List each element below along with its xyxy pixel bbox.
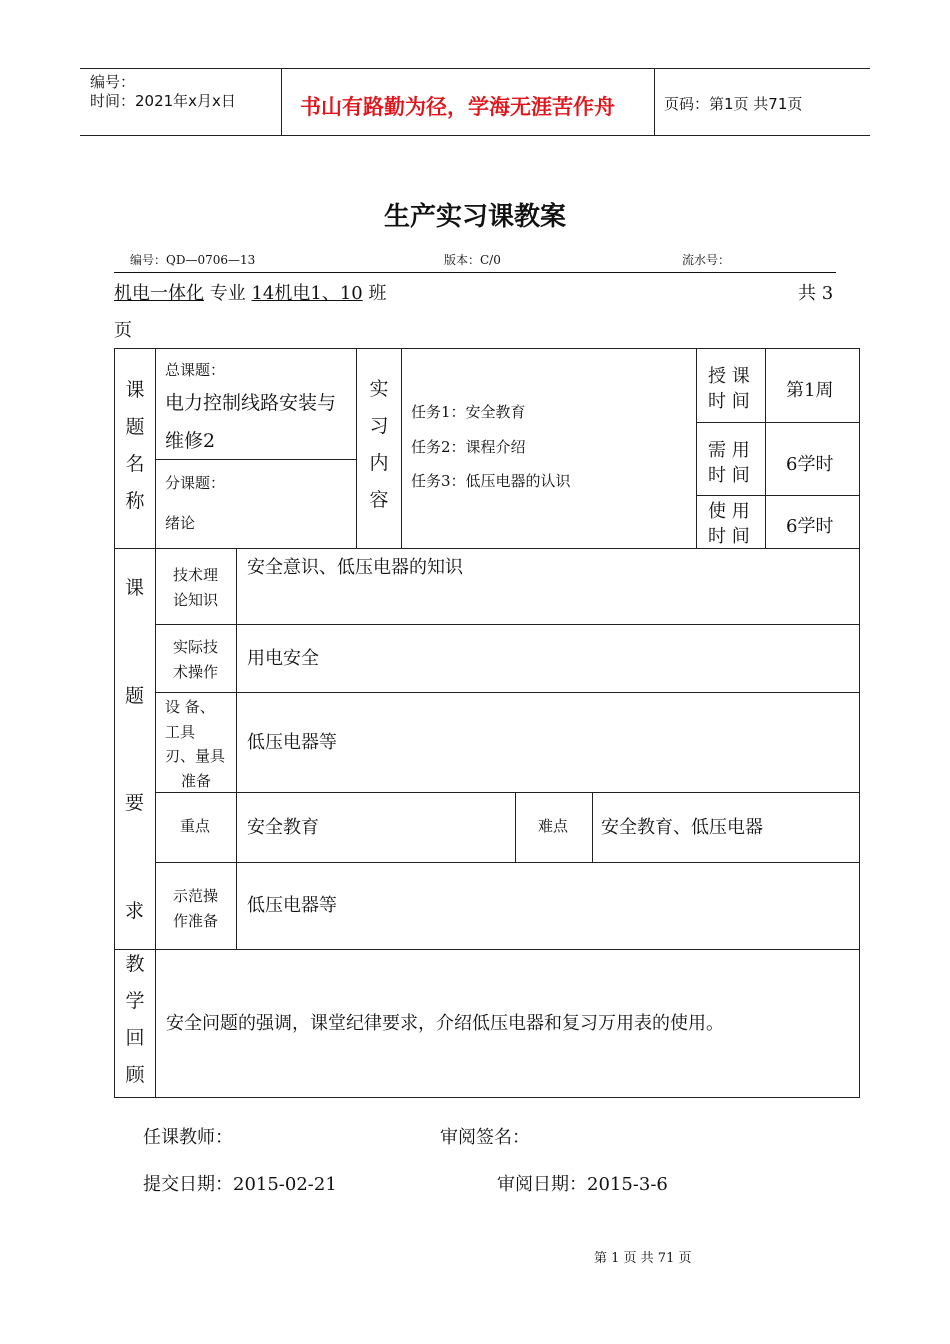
key-value: 安全教育 — [247, 817, 319, 838]
meta-rule — [114, 272, 836, 273]
task-1: 任务1：安全教育 — [411, 403, 526, 421]
task-3: 任务3：低压电器的认识 — [411, 472, 571, 490]
sub-topic: 绪论 — [165, 514, 196, 532]
time-row-2-value: 6学时 — [786, 454, 834, 475]
review-value: 安全问题的强调，课堂纪律要求，介绍低压电器和复习万用表的使用。 — [166, 1013, 724, 1034]
difficult-value: 安全教育、低压电器 — [601, 817, 763, 838]
time-row-3-label: 使 用 时 间 — [708, 501, 750, 547]
demo-value: 低压电器等 — [247, 895, 337, 916]
submit-date: 提交日期：2015-02-21 — [143, 1174, 337, 1195]
class-name: 14机电1、10 — [251, 283, 363, 304]
task-2: 任务2：课程介绍 — [411, 438, 526, 456]
header-bianhao: 编号： — [90, 73, 136, 91]
req-label-3: 要 — [125, 792, 145, 814]
meta-serial: 流水号： — [682, 253, 731, 267]
header-motto: 书山有路勤为径，学海无涯苦作舟 — [300, 94, 615, 119]
practice-op-value: 用电安全 — [247, 648, 319, 669]
class-suffix: 班 — [368, 283, 387, 304]
practice-op-label: 实际技 术操作 — [172, 638, 218, 681]
review-label: 教 学 回 顾 — [125, 953, 145, 1086]
main-topic-line2: 维修2 — [165, 430, 216, 452]
meta-code: 编号：QD—0706—13 — [130, 253, 256, 267]
reviewer-sign-label: 审阅签名： — [440, 1127, 530, 1148]
time-row-1-label: 授 课 时 间 — [708, 366, 750, 412]
page-title: 生产实习课教案 — [383, 202, 566, 232]
class-line — [114, 279, 386, 305]
practice-label: 实 习 内 容 — [369, 378, 389, 511]
header-page-info: 页码：第1页 共71页 — [664, 95, 803, 113]
equip-value: 低压电器等 — [247, 732, 337, 753]
sub-topic-label: 分课题： — [165, 474, 226, 492]
main-topic-label: 总课题： — [165, 361, 226, 379]
difficult-label: 难点 — [538, 817, 569, 835]
req-label-4: 求 — [125, 900, 145, 922]
theory-value: 安全意识、低压电器的知识 — [247, 557, 463, 578]
major: 机电一体化 — [114, 283, 204, 304]
topic-label: 课 题 名 称 — [125, 379, 145, 512]
time-row-2-label: 需 用 时 间 — [708, 440, 750, 486]
header-time: 时间：2021年x月x日 — [90, 92, 236, 110]
total-pages: 共 3 — [798, 283, 834, 304]
demo-label: 示范操 作准备 — [172, 887, 218, 930]
time-row-3-value: 6学时 — [786, 516, 834, 537]
page-footer: 第 1 页 共 71 页 — [594, 1251, 692, 1266]
theory-label: 技术理 论知识 — [172, 566, 218, 609]
time-row-1-value: 第1周 — [786, 380, 834, 401]
page-unit: 页 — [114, 320, 132, 341]
req-label-2: 题 — [125, 685, 145, 707]
equip-label: 设 备、 工具 刃、量具 准备 — [165, 698, 226, 790]
key-label: 重点 — [180, 817, 211, 835]
major-suffix: 专业 — [209, 283, 246, 304]
meta-version: 版本：C/0 — [444, 253, 501, 267]
req-label-1: 课 — [125, 577, 145, 599]
main-topic-line1: 电力控制线路安装与 — [165, 392, 337, 414]
review-date: 审阅日期：2015-3-6 — [497, 1174, 668, 1195]
teacher-label: 任课教师： — [143, 1127, 233, 1148]
